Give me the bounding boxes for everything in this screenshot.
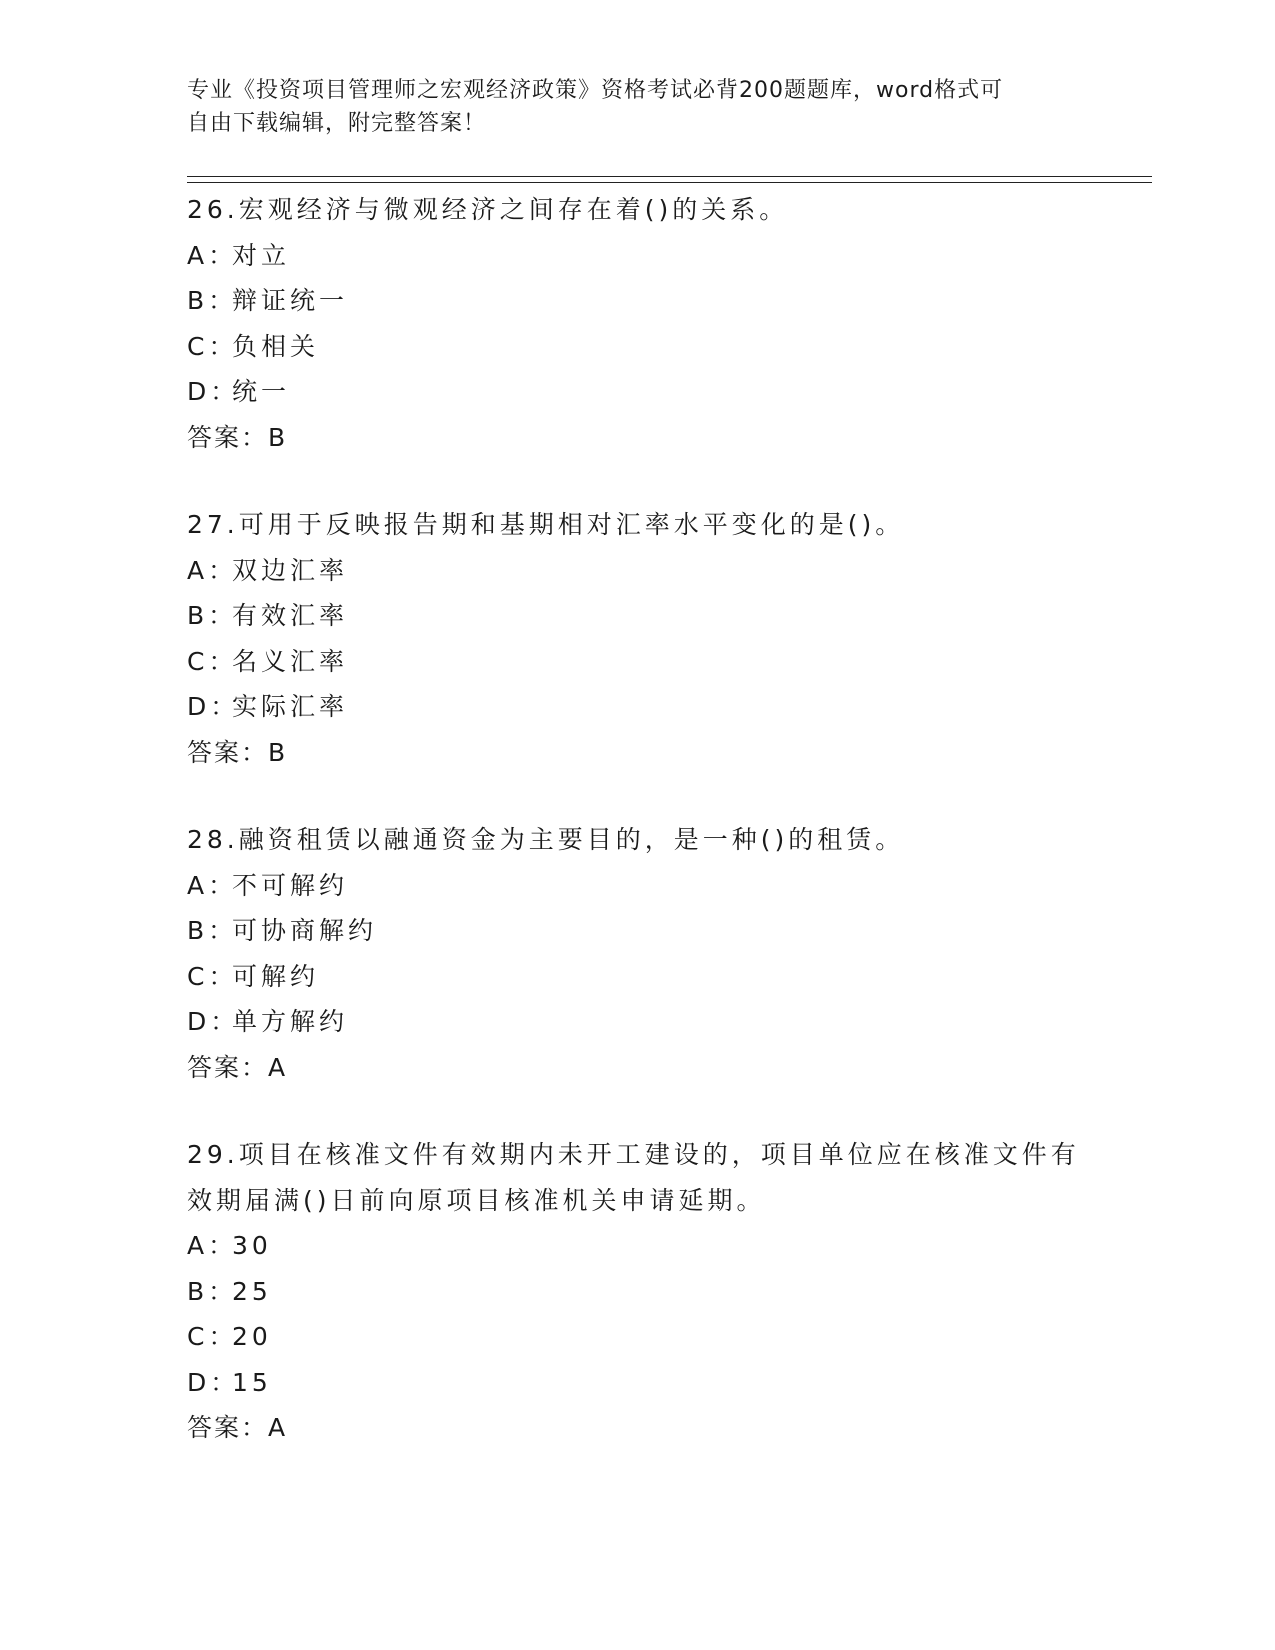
option-c xyxy=(187,324,1087,370)
question-stem: 27.可用于反映报告期和基期相对汇率水平变化的是()。 xyxy=(187,510,905,539)
option-key: B： xyxy=(187,286,238,315)
option-d xyxy=(187,684,1087,730)
header-divider-bottom xyxy=(187,182,1152,183)
option-a xyxy=(187,863,1087,909)
option-b xyxy=(187,1269,1087,1315)
option-key: A： xyxy=(187,555,238,585)
option-text: 可协商解约 xyxy=(232,916,378,945)
option-text: 双边汇率 xyxy=(232,555,349,585)
header-line-1: 专业《投资项目管理师之宏观经济政策》资格考试必背200题题库，word格式可 xyxy=(187,78,1004,103)
option-text: 有效汇率 xyxy=(232,601,349,630)
option-b xyxy=(187,908,1087,954)
document-header xyxy=(187,74,1087,140)
option-d xyxy=(187,1360,1087,1406)
option-key: A： xyxy=(187,870,238,900)
option-key: B： xyxy=(187,601,238,630)
option-c xyxy=(187,639,1087,685)
answer-line: 答案：A xyxy=(187,1052,288,1082)
option-text: 名义汇率 xyxy=(232,646,349,676)
option-key: D： xyxy=(187,377,240,406)
option-text: 30 xyxy=(232,1231,272,1260)
option-text: 不可解约 xyxy=(232,870,349,900)
option-key: C： xyxy=(187,331,238,361)
option-key: B： xyxy=(187,916,238,945)
question-stem: 28.融资租赁以融通资金为主要目的，是一种()的租赁。 xyxy=(187,825,905,854)
option-c xyxy=(187,1314,1087,1360)
option-d xyxy=(187,999,1087,1045)
option-key: A： xyxy=(187,240,238,270)
question-29 xyxy=(187,1132,1087,1451)
question-26 xyxy=(187,187,1087,460)
option-text: 15 xyxy=(232,1367,272,1397)
option-key: C： xyxy=(187,961,238,991)
option-text: 实际汇率 xyxy=(232,692,349,721)
option-key: A： xyxy=(187,1231,238,1260)
option-c xyxy=(187,954,1087,1000)
question-stem-line-1: 29.项目在核准文件有效期内未开工建设的，项目单位应在核准文件有 xyxy=(187,1140,1080,1169)
option-text: 统一 xyxy=(232,377,291,406)
option-a xyxy=(187,233,1087,279)
option-b xyxy=(187,593,1087,639)
option-text: 可解约 xyxy=(232,961,320,991)
option-d xyxy=(187,369,1087,415)
option-a xyxy=(187,1223,1087,1269)
option-key: C： xyxy=(187,1322,238,1351)
option-text: 20 xyxy=(232,1322,272,1351)
option-key: D： xyxy=(187,1367,240,1397)
option-text: 负相关 xyxy=(232,331,320,361)
question-stem: 26.宏观经济与微观经济之间存在着()的关系。 xyxy=(187,195,789,224)
option-a xyxy=(187,548,1087,594)
option-key: C： xyxy=(187,646,238,676)
option-text: 辩证统一 xyxy=(232,286,349,315)
option-text: 对立 xyxy=(232,240,291,270)
header-divider-top xyxy=(187,176,1152,177)
option-text: 25 xyxy=(232,1276,272,1306)
option-text: 单方解约 xyxy=(232,1007,349,1036)
header-line-2: 自由下载编辑，附完整答案！ xyxy=(187,111,487,136)
question-28 xyxy=(187,817,1087,1090)
question-27 xyxy=(187,502,1087,775)
option-b xyxy=(187,278,1087,324)
option-key: D： xyxy=(187,1007,240,1036)
answer-line: 答案：B xyxy=(187,737,288,767)
question-stem-line-2: 效期届满()日前向原项目核准机关申请延期。 xyxy=(187,1185,766,1215)
answer-line: 答案：B xyxy=(187,422,288,452)
option-key: B： xyxy=(187,1276,238,1306)
answer-line: 答案：A xyxy=(187,1413,288,1442)
option-key: D： xyxy=(187,692,240,721)
